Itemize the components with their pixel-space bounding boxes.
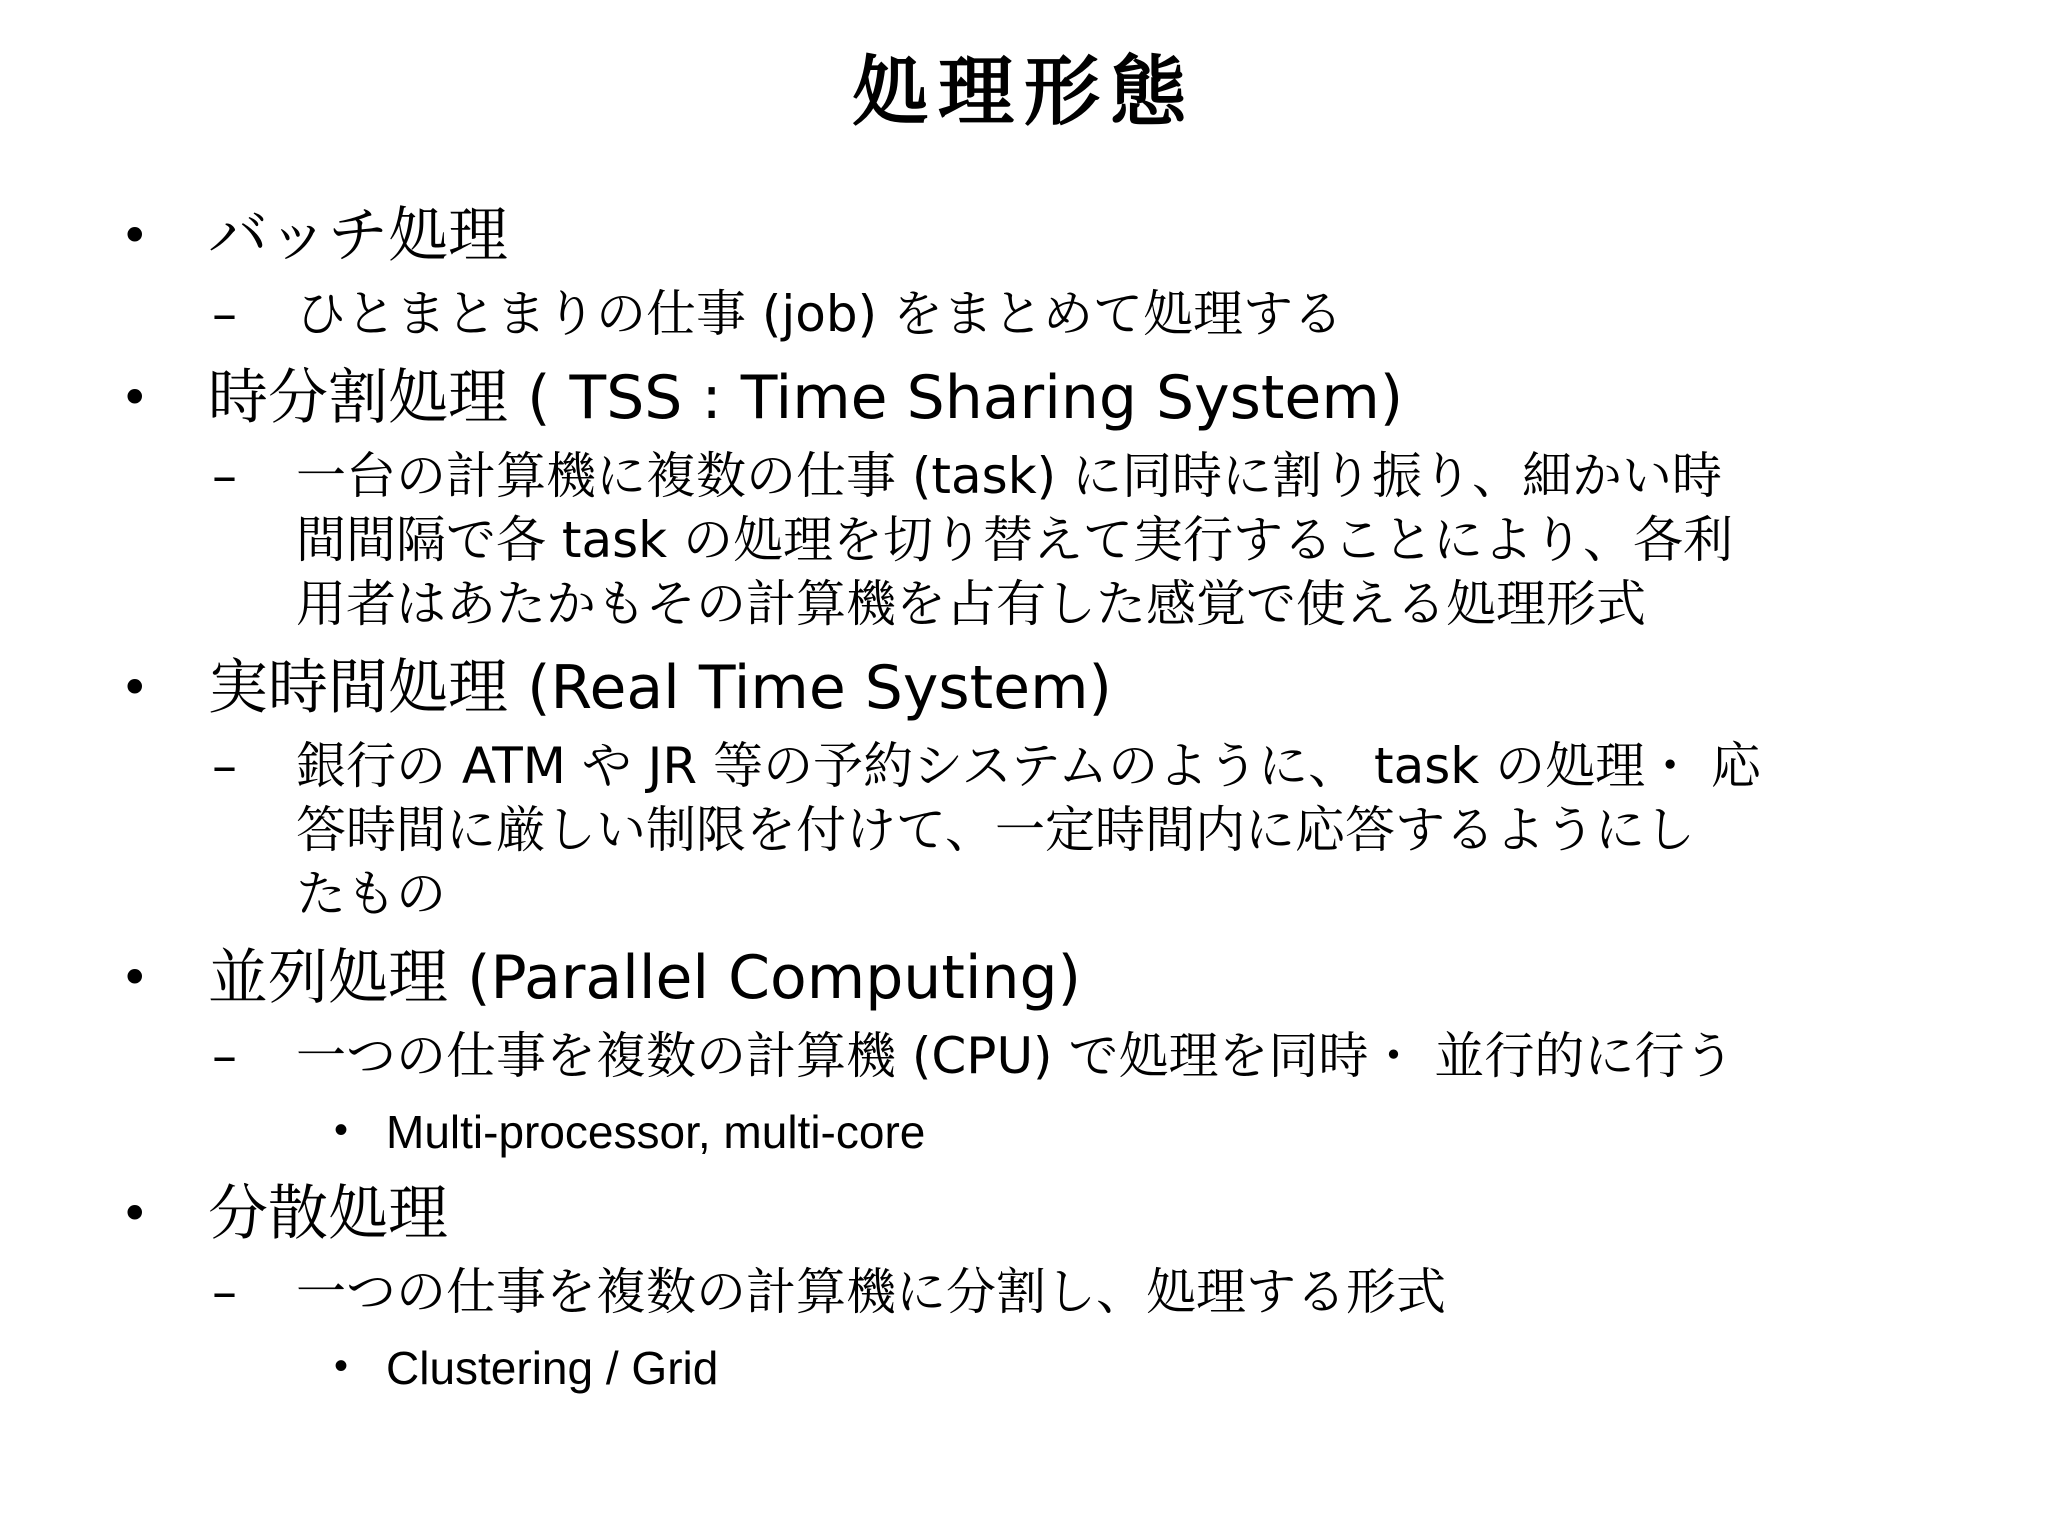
bullet-item bbox=[120, 650, 1980, 726]
sub-item-text: 一つの仕事を複数の計算機 (CPU) で処理を同時・ 並行的に行う bbox=[296, 1027, 1735, 1085]
sub-item-text: ひとまとまりの仕事 (job) をまとめて処理する bbox=[296, 285, 1344, 343]
sub-item-text: 一台の計算機に複数の仕事 (task) に同時に割り振り、細かい時 間間隔で各 task の処理を切り替えて実行することにより、各利 用者はあたかもその計算機を占有した感覚で使える処理形式 bbox=[296, 447, 1734, 633]
sub-item-text: 銀行の ATM や JR 等の予約システムのように、 task の処理・ 応 答時間に厳しい制限を付けて、一定時間内に応答するようにし たもの bbox=[296, 737, 1761, 923]
bullet-item bbox=[120, 940, 1980, 1016]
bullet-icon: • bbox=[120, 1185, 150, 1243]
bullet-icon: • bbox=[120, 949, 150, 1007]
sub-sub-item bbox=[120, 1102, 1980, 1162]
bullet-label: 時分割処理 ( TSS : Time Sharing System) bbox=[208, 363, 1404, 433]
dash-icon: – bbox=[212, 737, 237, 795]
sub-sub-item bbox=[120, 1338, 1980, 1398]
dash-icon: – bbox=[212, 285, 237, 343]
sub-item bbox=[120, 734, 1980, 926]
slide-title: 処理形態 bbox=[852, 47, 1196, 136]
sub-sub-item-text: Clustering / Grid bbox=[386, 1342, 719, 1394]
bullet-label: 実時間処理 (Real Time System) bbox=[208, 653, 1112, 723]
sub-item-text: 一つの仕事を複数の計算機に分割し、処理する形式 bbox=[296, 1263, 1446, 1321]
sub-item bbox=[120, 1260, 1980, 1324]
bullet-icon: • bbox=[120, 369, 150, 427]
sub-sub-item-text: Multi-processor, multi-core bbox=[386, 1106, 926, 1158]
bullet-label: バッチ処理 bbox=[208, 201, 508, 271]
bullet-item bbox=[120, 198, 1980, 274]
sub-item bbox=[120, 282, 1980, 346]
dash-icon: – bbox=[212, 1263, 237, 1321]
bullet-label: 並列処理 (Parallel Computing) bbox=[208, 943, 1082, 1013]
sub-item bbox=[120, 444, 1980, 636]
bullet-icon: • bbox=[120, 659, 150, 717]
bullet-icon: • bbox=[120, 207, 150, 265]
bullet-item bbox=[120, 1176, 1980, 1252]
bullet-item bbox=[120, 360, 1980, 436]
slide-content bbox=[120, 184, 1980, 1398]
dash-icon: – bbox=[212, 447, 237, 505]
sub-item bbox=[120, 1024, 1980, 1088]
dash-icon: – bbox=[212, 1027, 237, 1085]
sub-bullet-icon: • bbox=[334, 1344, 349, 1388]
bullet-label: 分散処理 bbox=[208, 1179, 448, 1249]
sub-bullet-icon: • bbox=[334, 1108, 349, 1152]
